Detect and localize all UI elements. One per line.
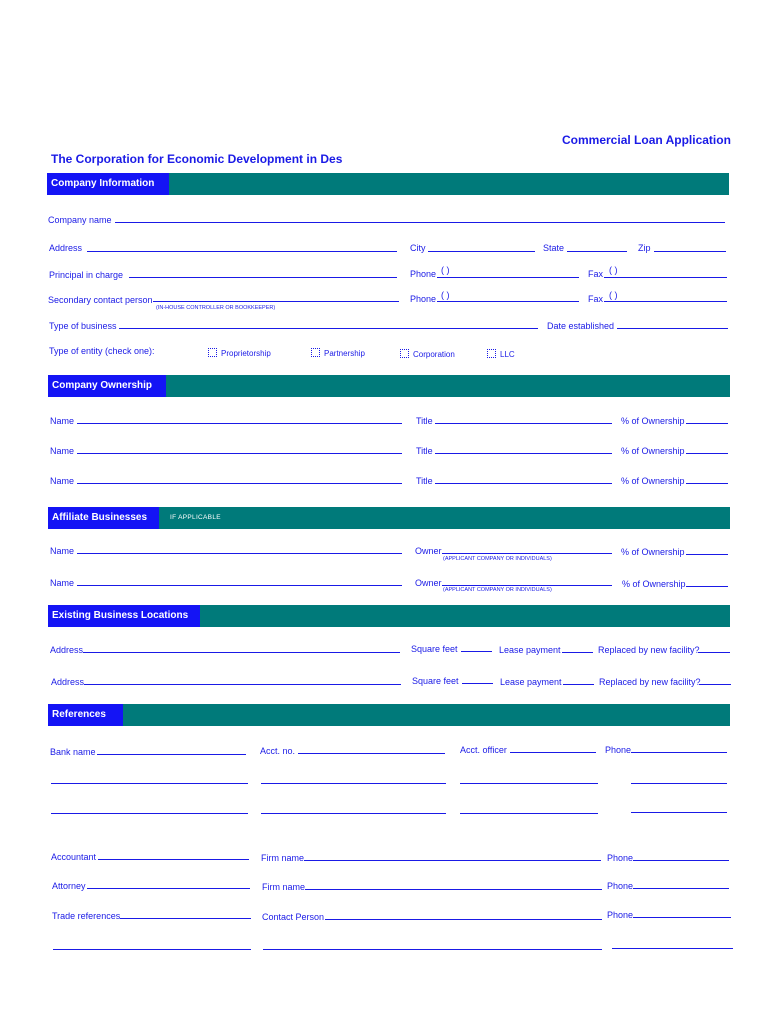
affiliate-2-pct-label: % of Ownership (622, 579, 686, 589)
type-of-entity-label: Type of entity (check one): (49, 346, 155, 356)
principal-phone-area-code: ( ) (441, 265, 450, 275)
company-name-field[interactable] (115, 222, 725, 223)
section-band-affiliate-businesses (48, 507, 730, 529)
section-title-company-ownership: Company Ownership (48, 375, 166, 397)
affiliate-1-owner-label: Owner (415, 546, 442, 556)
checkbox-corporation[interactable] (400, 349, 455, 359)
owner-1-title-field[interactable] (435, 423, 612, 424)
checkbox-partnership[interactable] (311, 348, 365, 358)
checkbox-label: Partnership (324, 349, 365, 358)
checkbox-label: LLC (500, 350, 515, 359)
affiliate-2-owner-field[interactable] (442, 585, 612, 586)
location-1-sqft-field[interactable] (461, 651, 492, 652)
owner-2-title-label: Title (416, 446, 433, 456)
date-established-field[interactable] (617, 328, 728, 329)
owner-1-name-label: Name (50, 416, 75, 426)
trade-phone-field-2[interactable] (612, 948, 733, 949)
principal-label: Principal in charge (49, 270, 124, 280)
bank-phone-field[interactable] (631, 752, 727, 753)
secondary-contact-note: (IN-HOUSE CONTROLLER OR BOOKKEEPER) (156, 305, 276, 311)
affiliate-2-owner-note: (APPLICANT COMPANY OR INDIVIDUALS) (443, 587, 552, 593)
contact-person-field[interactable] (325, 919, 602, 920)
acct-no-field-2[interactable] (261, 783, 446, 784)
attorney-firm-field[interactable] (305, 889, 602, 890)
owner-3-pct-field[interactable] (686, 483, 728, 484)
company-name-label: Company name (48, 215, 112, 225)
location-1-address-field[interactable] (83, 652, 400, 653)
acct-no-field-3[interactable] (261, 813, 446, 814)
location-1-sqft-label: Square feet (411, 644, 458, 654)
bank-name-field-2[interactable] (51, 783, 248, 784)
accountant-phone-field[interactable] (633, 860, 729, 861)
checkbox-proprietorship[interactable] (208, 348, 271, 358)
organization-name: The Corporation for Economic Development in Des (51, 152, 343, 166)
checkbox-label: Corporation (413, 350, 455, 359)
attorney-firm-label: Firm name (262, 882, 306, 892)
secondary-phone-field[interactable] (437, 301, 579, 302)
owner-3-name-field[interactable] (77, 483, 402, 484)
accountant-field[interactable] (98, 859, 249, 860)
owner-1-pct-field[interactable] (686, 423, 728, 424)
affiliate-1-name-field[interactable] (77, 553, 402, 554)
contact-person-label: Contact Person (262, 912, 325, 922)
section-band-existing-business-locations (48, 605, 730, 627)
section-title-affiliate-businesses: Affiliate Businesses (48, 507, 159, 529)
trade-phone-label: Phone (607, 910, 634, 920)
affiliate-2-name-label: Name (50, 578, 75, 588)
location-2-sqft-label: Square feet (412, 676, 459, 686)
location-2-sqft-field[interactable] (462, 683, 493, 684)
affiliate-if-applicable-note: IF APPLICABLE (170, 514, 221, 521)
bank-name-field[interactable] (97, 754, 246, 755)
trade-references-field[interactable] (120, 918, 251, 919)
affiliate-1-owner-field[interactable] (442, 553, 612, 554)
city-field[interactable] (428, 251, 535, 252)
trade-phone-field[interactable] (633, 917, 731, 918)
affiliate-2-name-field[interactable] (77, 585, 402, 586)
checkbox-icon (208, 348, 217, 357)
secondary-contact-field[interactable] (153, 301, 399, 302)
address-field[interactable] (87, 251, 397, 252)
attorney-phone-label: Phone (607, 881, 634, 891)
acct-officer-field[interactable] (510, 752, 596, 753)
location-2-lease-label: Lease payment (500, 677, 562, 687)
affiliate-1-pct-field[interactable] (686, 554, 728, 555)
contact-person-field-2[interactable] (263, 949, 602, 950)
principal-fax-field[interactable] (604, 277, 727, 278)
section-band-references (48, 704, 730, 726)
affiliate-1-owner-note: (APPLICANT COMPANY OR INDIVIDUALS) (443, 556, 552, 562)
bank-phone-field-2[interactable] (631, 783, 727, 784)
owner-2-name-label: Name (50, 446, 75, 456)
bank-phone-label: Phone (605, 745, 632, 755)
type-of-business-label: Type of business (49, 321, 117, 331)
secondary-phone-area-code: ( ) (441, 290, 450, 300)
attorney-label: Attorney (52, 881, 86, 891)
acct-officer-field-2[interactable] (460, 783, 598, 784)
zip-label: Zip (638, 243, 651, 253)
section-title-references: References (48, 704, 123, 726)
secondary-contact-label: Secondary contact person (48, 295, 153, 305)
attorney-phone-field[interactable] (633, 888, 729, 889)
location-2-replaced-label: Replaced by new facility? (599, 677, 701, 687)
owner-1-pct-label: % of Ownership (621, 416, 685, 426)
owner-3-title-label: Title (416, 476, 433, 486)
state-label: State (543, 243, 565, 253)
bank-name-field-3[interactable] (51, 813, 248, 814)
city-label: City (410, 243, 426, 253)
section-band-company-ownership (48, 375, 730, 397)
section-band-company-information (47, 173, 729, 195)
owner-3-pct-label: % of Ownership (621, 476, 685, 486)
principal-phone-label: Phone (410, 269, 437, 279)
affiliate-2-pct-field[interactable] (686, 586, 728, 587)
trade-references-label: Trade references (52, 911, 121, 921)
accountant-label: Accountant (51, 852, 97, 862)
date-established-label: Date established (547, 321, 615, 331)
owner-1-name-field[interactable] (77, 423, 402, 424)
principal-phone-field[interactable] (437, 277, 579, 278)
principal-field[interactable] (129, 277, 397, 278)
owner-2-pct-field[interactable] (686, 453, 728, 454)
accountant-firm-label: Firm name (261, 853, 305, 863)
zip-field[interactable] (654, 251, 726, 252)
acct-no-label: Acct. no. (260, 746, 296, 756)
secondary-fax-area-code: ( ) (609, 290, 618, 300)
location-1-replaced-field[interactable] (698, 652, 730, 653)
secondary-fax-field[interactable] (604, 301, 727, 302)
owner-2-title-field[interactable] (435, 453, 612, 454)
section-title-existing-business-locations: Existing Business Locations (48, 605, 200, 627)
location-2-lease-field[interactable] (563, 684, 594, 685)
trade-references-field-2[interactable] (53, 949, 251, 950)
principal-fax-label: Fax (588, 269, 604, 279)
acct-no-field[interactable] (298, 753, 445, 754)
location-2-address-field[interactable] (84, 684, 401, 685)
type-of-business-field[interactable] (119, 328, 538, 329)
owner-3-name-label: Name (50, 476, 75, 486)
checkbox-icon (400, 349, 409, 358)
checkbox-icon (311, 348, 320, 357)
affiliate-1-name-label: Name (50, 546, 75, 556)
secondary-phone-label: Phone (410, 294, 437, 304)
location-1-replaced-label: Replaced by new facility? (598, 645, 700, 655)
location-1-lease-field[interactable] (562, 652, 593, 653)
checkbox-icon (487, 349, 496, 358)
checkbox-label: Proprietorship (221, 349, 271, 358)
owner-2-name-field[interactable] (77, 453, 402, 454)
location-1-address-label: Address (50, 645, 84, 655)
principal-fax-area-code: ( ) (609, 265, 618, 275)
document-title: Commercial Loan Application (562, 133, 731, 147)
address-label: Address (49, 243, 83, 253)
bank-name-label: Bank name (50, 747, 96, 757)
accountant-firm-field[interactable] (304, 860, 601, 861)
affiliate-1-pct-label: % of Ownership (621, 547, 685, 557)
owner-3-title-field[interactable] (435, 483, 612, 484)
location-2-address-label: Address (51, 677, 85, 687)
affiliate-2-owner-label: Owner (415, 578, 442, 588)
location-1-lease-label: Lease payment (499, 645, 561, 655)
state-field[interactable] (567, 251, 627, 252)
section-title-company-information: Company Information (47, 173, 169, 195)
accountant-phone-label: Phone (607, 853, 634, 863)
secondary-fax-label: Fax (588, 294, 604, 304)
owner-2-pct-label: % of Ownership (621, 446, 685, 456)
bank-phone-field-3[interactable] (631, 812, 727, 813)
checkbox-llc[interactable] (487, 349, 515, 359)
acct-officer-field-3[interactable] (460, 813, 598, 814)
owner-1-title-label: Title (416, 416, 433, 426)
acct-officer-label: Acct. officer (460, 745, 507, 755)
attorney-field[interactable] (87, 888, 250, 889)
location-2-replaced-field[interactable] (699, 684, 731, 685)
